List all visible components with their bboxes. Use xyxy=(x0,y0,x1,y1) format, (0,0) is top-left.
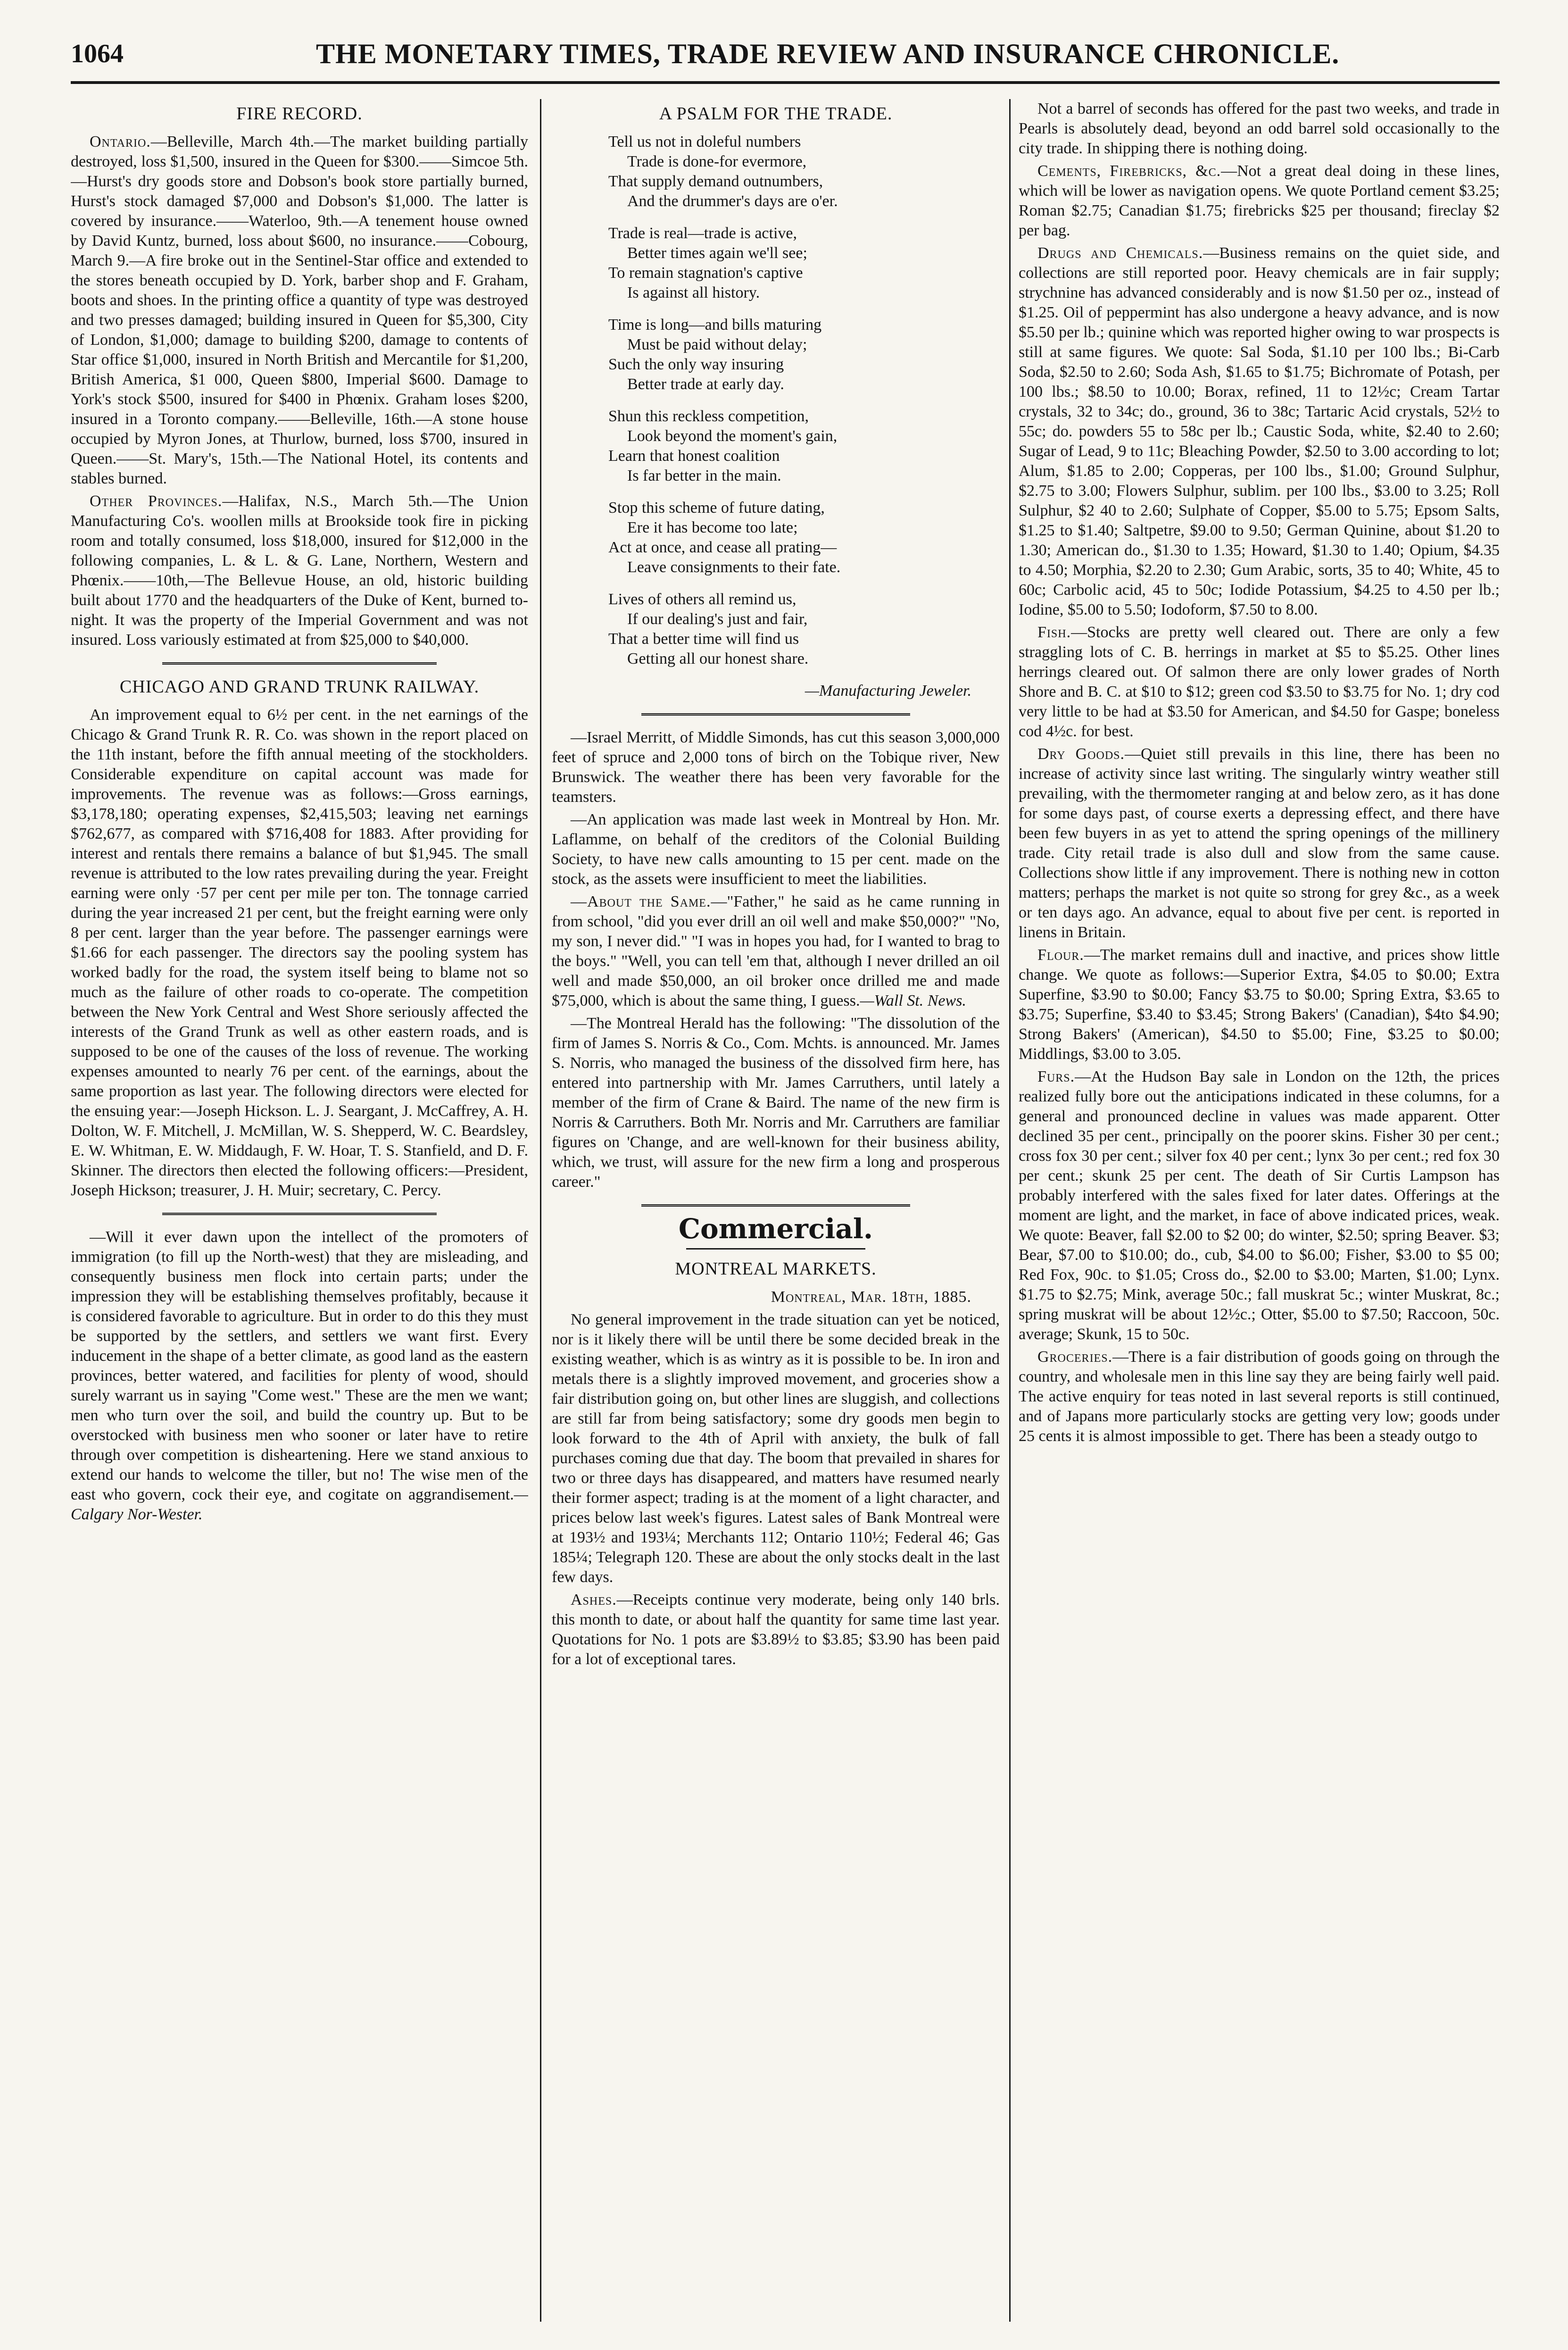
lead-drugs: Drugs and Chemicals. xyxy=(1037,244,1203,262)
page-header xyxy=(71,28,1500,84)
psalm-heading: A PSALM FOR THE TRADE. xyxy=(659,104,893,124)
fire-record-other-text: —Halifax, N.S., March 5th.—The Union Manufacturing Co's. woollen mills at Brookside took fire in picking room and totally consumed, loss $18,000, insured for $12,000 in the following companies, L. & L. & G. Lane, Northern, Western and Phœnix.——10th,—The Bellevue House, an old, historic building built about 1770 and the headquarters of the Duke of Kent, burned to-night. It was the property of the Imperial Government and was not insured. Loss variously estimated at from $25,000 to $40,000. xyxy=(71,492,528,649)
column-divider xyxy=(1009,99,1011,2322)
column-right xyxy=(1019,99,1500,2322)
psalm-article xyxy=(552,104,1000,701)
chicago-body: An improvement equal to 6½ per cent. in the net earnings of the Chicago & Grand Trunk R. R. Co. was shown in the report placed on the 11th instant, before the fifth annual meeting of the stockholders. Considerable expenditure on capital account was made for improvements. The revenue was as follows:—Gross earnings, $3,178,180; operating expenses, $2,415,503; leaving net earnings $762,677, as compared with $716,408 for 1883. After providing for interest and rentals there remains a balance of but $1,945. The small revenue is attributed to the low rates prevailing during the year. Freight earning were only ·57 per cent per mile per ton. The tonnage carried during the year increased 21 per cent, but the freight earning were only 8 per cent. larger than the year before. The passenger earnings were $1.66 for each passenger. The directors say the pooling system has worked badly for the road, the system itself being to blame not so much as the failure of other roads to co-operate. The competition between the New York Central and West Shore seriously affected the interests of the Grand Trunk as well as other eastern roads, and is supposed to be one of the causes of the loss of revenue. The working expenses amounted to nearly 76 per cent. of the earnings, about the same proportion as last year. The following directors were elected for the ensuing year:—Joseph Hickson. L. J. Seargant, J. McCaffrey, A. H. Dolton, W. F. Mitchell, J. McMillan, W. S. Shepperd, W. C. Beardsley, E. W. Whitman, E. W. Middaugh, F. W. Hoar, T. S. Stanfield, and D. F. Skinner. The directors then elected the following officers:—President, Joseph Hickson; treasurer, J. H. Muir; secretary, C. Percy. xyxy=(71,706,528,1199)
markets-flour-text: —The market remains dull and inactive, and prices show little change. We quote as follows:—Superior Extra, $4.05 to $0.00; Extra Superfine, $3.90 to $0.00; Fancy $3.75 to $0.00; Spring Extra, $3.65 to $3.75; Superfine, $3.40 to $3.45; Strong Bakers' (Canadian), $4to $4.90; Strong Bakers' (American), $4.50 to $5.00; Fine, $3.25 to $0.00; Middlings, $3.00 to 3.05. xyxy=(1019,946,1500,1063)
psalm-line: Act at once, and cease all prating— xyxy=(608,539,837,556)
section-divider xyxy=(162,662,437,665)
markets-dry-goods-text: —Quiet still prevails in this line, there has been no increase of activity since last writing. The singularly wintry weather still prevailing, with the thermometer ranging at and below zero, as it has done for some days past, of course exerts a depressing effect, and there have been few buyers in as yet to attend the spring openings of the millinery trade. City retail trade is also dull and slow from the same cause. Collections show little if any improvement. There is nothing new in cotton matters; perhaps the market is not quite so strong for grey &c., as a week or ten days ago. An advance, equal to about five per cent. is reported in linens in Britain. xyxy=(1019,745,1500,941)
markets-cements xyxy=(1019,161,1500,241)
section-divider xyxy=(641,713,910,716)
note-herald: —The Montreal Herald has the following: "The dissolution of the firm of James S. Norris & Co., Com. Mchts. is announced. Mr. James S. Norris, who managed the business of the dissolved firm here, has entered into partnership with Mr. James Carruthers, until lately a member of the firm of Crane & Baird. The name of the new firm is Norris & Carruthers. Both Mr. Norris and Mr. Carruthers are familiar figures on 'Change, and are well-known for their business ability, which, we trust, will assure for the new firm a long and prosperous career." xyxy=(552,1015,1000,1191)
lead-flour: Flour. xyxy=(1037,946,1084,964)
psalm-stanza xyxy=(608,590,1000,669)
psalm-line: Such the only way insuring xyxy=(608,356,784,373)
markets-cements-text: —Not a great deal doing in these lines, which will be lower as navigation opens. We quote Portland cement $3.25; Roman $2.75; Canadian $1.75; firebricks $25 per thousand; fireclay $2 per bag. xyxy=(1019,162,1500,239)
markets-drugs xyxy=(1019,243,1500,620)
note-colonial: —An application was made last week in Montreal by Hon. Mr. Laflamme, on behalf of the creditors of the Colonial Building Society, to have new calls amounting to 15 per cent. made on the stock, as the assets were insufficient to meet the liabilities. xyxy=(552,811,1000,888)
psalm-line: Look beyond the moment's gain, xyxy=(627,427,838,445)
fire-record-ontario-text: —Belleville, March 4th.—The market building partially destroyed, loss $1,500, insured in the Queen for $300.——Simcoe 5th.—Hurst's dry goods store and Dobson's book store partially burned, Hurst's stock damaged $7,000 and Dobson's $1,000. The latter is covered by insurance.——Waterloo, 9th.—A tenement house owned by David Kuntz, burned, loss about $600, no insurance.——Cobourg, March 9.—A fire broke out in the Sentinel-Star office and extended to the stores beneath occupied by D. York, barber shop and F. Graham, boots and shoes. In the printing office a quantity of type was destroyed and two presses damaged; building insured in Queen for $5,300, City of London, $1,000; damage to building $200, damage to contents of Star office $1,000, insured in North British and Mercantile for $1,200, British America, $1 000, Queen $800, Imperial $600. Damage to York's stock $500, insured for $400 in Phœnix. Graham loses $200, insured in a Toronto company.——Belleville, 16th.—A stone house occupied by Myron Jones, at Thurlow, burned, loss $700, insured in Queen.——St. Mary's, 15th.—The National Hotel, its contents and stables burned. xyxy=(71,133,528,487)
fire-record-article xyxy=(71,104,528,650)
commercial-heading: Commercial. xyxy=(678,1213,873,1245)
page-number: 1064 xyxy=(71,39,124,68)
psalm-line: Shun this reckless competition, xyxy=(608,408,809,425)
lead-groceries: Groceries. xyxy=(1037,1348,1113,1366)
psalm-stanza xyxy=(608,407,1000,486)
lead-ashes: Ashes. xyxy=(571,1591,617,1608)
markets-dateline: Montreal, Mar. 18th, 1885. xyxy=(771,1288,971,1306)
psalm-line: Stop this scheme of future dating, xyxy=(608,499,825,517)
note-about-the-same xyxy=(552,892,1000,1011)
lead-ontario: Ontario. xyxy=(90,133,151,150)
lead-cements: Cements, Firebricks, &c. xyxy=(1037,162,1221,180)
markets-dry-goods xyxy=(1019,744,1500,942)
section-divider xyxy=(641,1204,910,1207)
psalm-line: Ere it has become too late; xyxy=(627,519,798,536)
markets-groceries xyxy=(1019,1347,1500,1446)
markets-fish xyxy=(1019,623,1500,742)
psalm-line: Must be paid without delay; xyxy=(627,336,807,353)
column-left xyxy=(71,99,528,2322)
psalm-line: Leave consignments to their fate. xyxy=(627,558,841,576)
masthead-title: THE MONETARY TIMES, TRADE REVIEW AND INSURANCE CHRONICLE. xyxy=(316,38,1340,69)
column-middle xyxy=(552,99,1000,2322)
lead-furs: Furs. xyxy=(1037,1068,1075,1085)
markets-ashes xyxy=(552,1590,1000,1669)
psalm-line: Is against all history. xyxy=(627,284,760,301)
psalm-line: Learn that honest coalition xyxy=(608,447,780,465)
psalm-line: To remain stagnation's captive xyxy=(608,264,803,282)
markets-intro: No general improvement in the trade situation can yet be noticed, nor is it likely there will be until there be some decided break in the existing weather, which is as wintry as it is possible to be. In iron and metals there is a slightly improved movement, and groceries show a fair distribution going on, but other lines are sluggish, and collections are still far from being satisfactory; some dry goods men begin to look forward to the 4th of April with anxiety, the bulk of fall purchases coming due that day. The boom that prevailed in shares for two or three days has disappeared, and matters have resumed nearly their former aspect; trading is at the moment of a light character, and prices below last week's figures. Latest sales of Bank Montreal were at 193½ and 193¼; Merchants 112; Ontario 110½; Federal 46; Gas 185¼; Telegraph 120. These are about the only stocks dealt in the last few days. xyxy=(552,1311,1000,1586)
section-divider xyxy=(686,1248,865,1250)
note-merritt: —Israel Merritt, of Middle Simonds, has cut this season 3,000,000 feet of spruce and 2,000 tons of birch on the Tobique river, New Brunswick. The weather there has been very favorable for the teamsters. xyxy=(552,729,1000,806)
immigration-text: —Will it ever dawn upon the intellect of the promoters of immigration (to fill up the North-west) that they are misleading, and consequently business men flock into certain parts; under the impression they will be establishing themselves profitably, because it is considered favorable to agriculture. But in order to do this they must be supported by the settlers, and settlers we want first. Every inducement in the shape of a better climate, as good land as the eastern provinces, better watered, and facilities for plenty of wood, should surely warrant us in saying "Come west." These are the men we want; men who turn over the soil, and build the country up. But to be overstocked with business men who sooner or later have to retire through over competition is disheartening. Here we stand anxious to extend our hands to welcome the tiller, but no! The wise men of the east who govern, cock their eye, and cogitate on aggrandisement. xyxy=(71,1228,528,1503)
note-about-the-same-text: —"Father," he said as he came running in from school, "did you ever drill an oil well and make $50,000?" "No, my son, I never did." "I was in hopes you had, for I wanted to brag to the boys." "Well, you can tell 'em that, although I never drilled an oil well and made $50,000, an oil broker once drilled me and made $75,000, which is about the same thing, I guess. xyxy=(552,893,1000,1009)
psalm-line: That supply demand outnumbers, xyxy=(608,173,823,190)
column-divider xyxy=(540,99,541,2322)
psalm-attribution: —Manufacturing Jeweler. xyxy=(805,682,971,700)
psalm-line: Tell us not in doleful numbers xyxy=(608,133,801,150)
lead-fish: Fish. xyxy=(1037,624,1071,641)
markets-drugs-text: —Business remains on the quiet side, and collections are still reported poor. Heavy chemicals are in fair supply; strychnine has advanced considerably and is now $1.50 per oz., instead of $1.25. Oil of peppermint has also undergone a heavy advance, and is now $5.50 per lb.; quinine which was reported higher owing to war prospects is still at same figures. We quote: Sal Soda, $1.10 per 100 lbs.; Bi-Carb Soda, $2.50 to 2.60; Soda Ash, $1.65 to $1.75; Bichromate of Potash, per 100 lbs.; $8.50 to 10.00; Borax, refined, 11 to 12½c; Cream Tartar crystals, 32 to 34c; do., ground, 36 to 38c; Tartaric Acid crystals, 52½ to 55c; do. powders 55 to 58c per lb.; Caustic Soda, white, $2.40 to 2.60; Sugar of Lead, 9 to 11c; Bleaching Powder, $2.50 to 3.00 according to lot; Alum, $1.85 to 2.00; Copperas, per 100 lbs., $1.00; Ground Sulphur, $2.75 to 3.00; Flowers Sulphur, sublim. per 100 lbs., $3.00 to 3.25; Roll Sulphur, $2 40 to 2.60; Sulphate of Copper, $5.00 to 5.75; Epsom Salts, $1.25 to $1.40; Saltpetre, $9.00 to 9.50; German Quinine, about $1.20 to 1.30; American do., $1.30 to 1.35; Howard, $1.30 to 1.40; Opium, $4.35 to 4.50; Morphia, $2.20 to 2.30; Gum Arabic, sorts, 35 to 40; White, 45 to 60c; Carbolic acid, 45 to 50c; Iodide Potassium, $4.25 to 4.50 per lb.; Iodine, $5.00 to 5.50; Iodoform, $7.50 to 8.00. xyxy=(1019,244,1500,618)
psalm-stanza xyxy=(608,498,1000,577)
psalm-line: Trade is real—trade is active, xyxy=(608,225,797,242)
psalm-line: That a better time will find us xyxy=(608,630,799,648)
markets-flour xyxy=(1019,945,1500,1064)
markets-groceries-text: —There is a fair distribution of goods going on through the country, and wholesale men in this line say they are being fairly well paid. The active enquiry for teas noted in last several reports is still continued, and of Japans more particularly stocks are getting very low; goods under 25 cents it is almost impossible to get. There has been a steady outgo to xyxy=(1019,1348,1500,1445)
markets-pearls: Not a barrel of seconds has offered for the past two weeks, and trade in Pearls is absolutely dead, beyond an odd barrel sold occasionally to the city trade. In shipping there is nothing doing. xyxy=(1019,100,1500,157)
immigration-article xyxy=(71,1227,528,1525)
psalm-line: If our dealing's just and fair, xyxy=(627,610,808,628)
lead-about-the-same: —About the Same. xyxy=(571,893,711,910)
psalm-stanza xyxy=(608,132,1000,211)
section-divider xyxy=(162,1213,437,1215)
markets-fish-text: —Stocks are pretty well cleared out. There are only a few straggling lots of C. B. herrings in market at $5 to $5.25. Other lines herrings cleared out. Of salmon there are only lower grades of North Shore and B. C. at $10 to $12; green cod $3.50 to $3.75 for No. 1; dry cod very little to be had at $3.50 for American, and $4.50 for Gaspe; boneless cod 4½c. for best. xyxy=(1019,624,1500,740)
psalm-line: Time is long—and bills maturing xyxy=(608,316,822,333)
lead-dry-goods: Dry Goods. xyxy=(1037,745,1125,763)
immigration-body xyxy=(71,1227,528,1525)
chicago-article xyxy=(71,677,528,1200)
psalm-line: Is far better in the main. xyxy=(627,467,781,484)
markets-ashes-text: —Receipts continue very moderate, being only 140 brls. this month to date, or about half the quantity for same time last year. Quotations for No. 1 pots are $3.89½ to $3.85; $3.90 has been paid for a lot of exceptional tares. xyxy=(552,1591,1000,1668)
fire-record-heading: FIRE RECORD. xyxy=(236,104,363,124)
markets-furs-text: —At the Hudson Bay sale in London on the 12th, the prices realized fully bore out the anticipations indicated in these columns, for a general and pronounced decline in values was made apparent. Otter declined 35 per cent., principally on the poorer skins. Fisher 30 per cent.; cross fox 30 per cent.; silver fox 40 per cent.; lynx 3o per cent.; red fox 30 per cent.; skunk 25 per cent. The death of Sir Curtis Lampson has probably interfered with the sales fixed for later dates. Offerings at the moment are light, and the market, in face of above indicated prices, weak. We quote: Beaver, fall $2.00 to $2 00; do winter, $2.50; spring Beaver. $3; Bear, $7.00 to $10.00; do., cub, $4.00 to $6.00; Fisher, $3.00 to $5 00; Red Fox, 90c. to $1.05; Cross do., $2.00 to $3.00; Marten, $1.00; Lynx. $1.75 to $2.75; Mink, average 50c.; fall muskrat 5c.; winter Muskrat, 8c.; spring muskrat will be about 12½c.; Otter, $5.00 to $7.50; Raccoon, 50c. average; Skunk, 15 to 50c. xyxy=(1019,1068,1500,1343)
psalm-stanza xyxy=(608,315,1000,394)
psalm-stanza xyxy=(608,224,1000,303)
fire-record-other xyxy=(71,492,528,650)
psalm-line: Trade is done-for evermore, xyxy=(627,153,807,170)
fire-record-ontario xyxy=(71,132,528,489)
psalm-line: And the drummer's days are o'er. xyxy=(627,192,838,210)
psalm-line: Lives of others all remind us, xyxy=(608,591,796,608)
psalm-line: Better trade at early day. xyxy=(627,375,784,393)
psalm-poem xyxy=(552,132,1000,669)
lead-other-provinces: Other Provinces. xyxy=(90,492,223,510)
note-about-the-same-source: —Wall St. News. xyxy=(860,992,966,1009)
chicago-heading: CHICAGO AND GRAND TRUNK RAILWAY. xyxy=(119,677,480,697)
immigration-source: —Calgary Nor-Wester. xyxy=(71,1486,528,1523)
psalm-line: Getting all our honest share. xyxy=(627,650,809,667)
montreal-markets-heading: MONTREAL MARKETS. xyxy=(675,1259,877,1279)
psalm-line: Better times again we'll see; xyxy=(627,244,807,262)
markets-furs xyxy=(1019,1067,1500,1344)
